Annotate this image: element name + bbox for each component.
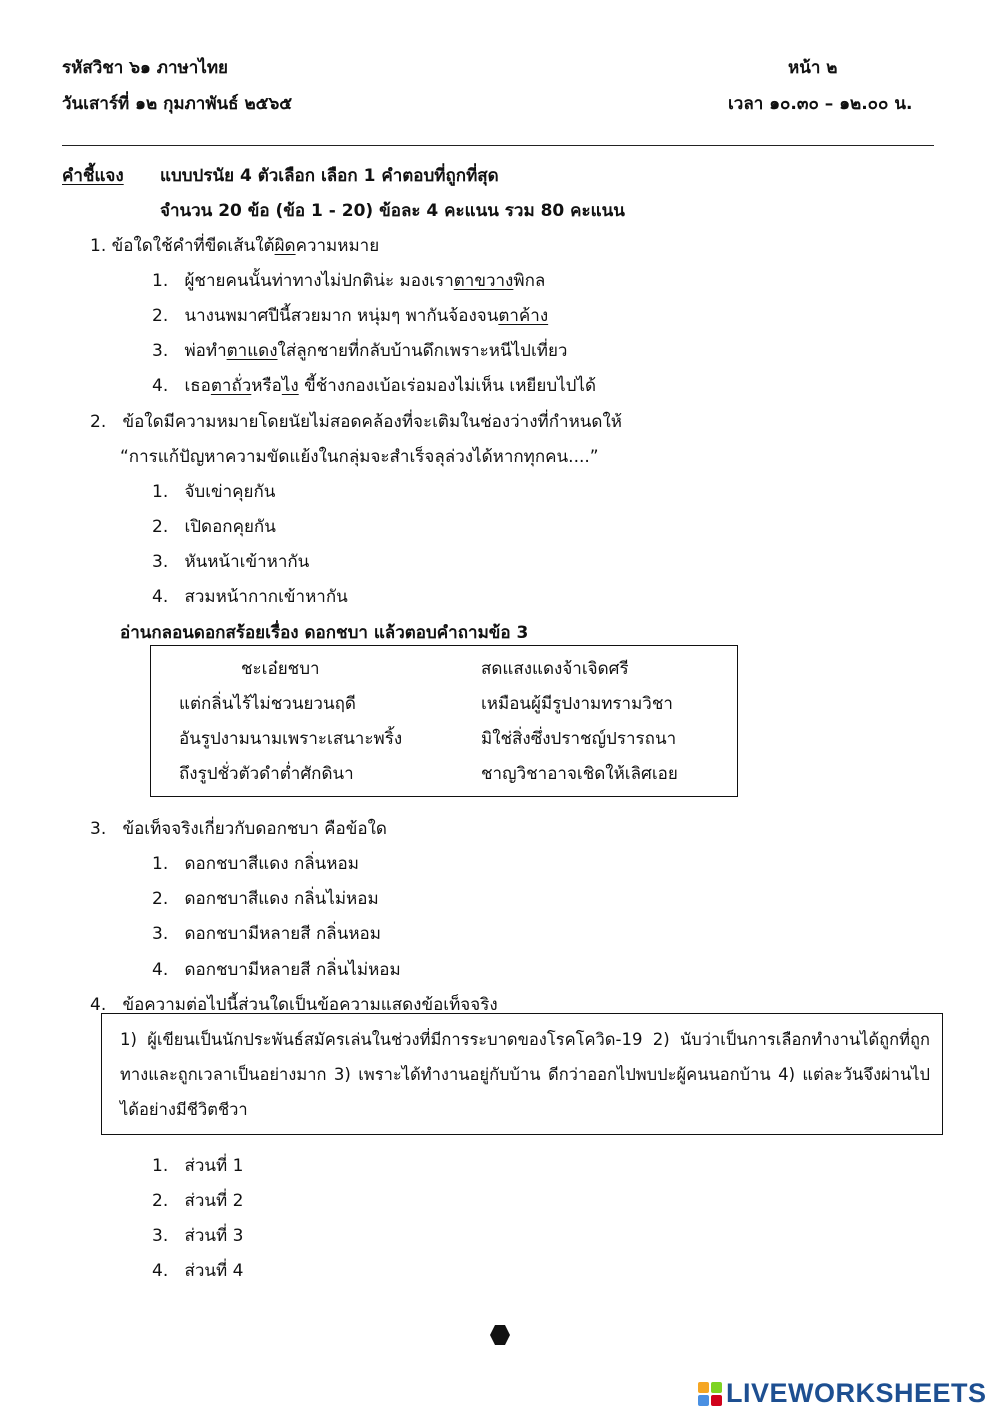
option-number: 2.: [152, 889, 169, 909]
option-text: ดอกชบาสีแดง กลิ่นหอม: [184, 854, 359, 874]
poem-line-4-right: ชาญวิชาอาจเชิดให้เลิศเอย: [481, 764, 678, 784]
option-text: ใส่ลูกชายที่กลับบ้านดึกเพราะหนีไปเที่ยว: [277, 341, 568, 361]
option-number: 4.: [152, 960, 169, 980]
subject-code: รหัสวิชา ๖๑ ภาษาไทย: [62, 58, 228, 78]
exam-date: วันเสาร์ที่ ๑๒ กุมภาพันธ์ ๒๕๖๕: [62, 94, 293, 114]
option-number: 4.: [152, 587, 169, 607]
question-number: 4.: [90, 995, 107, 1015]
question-3: [90, 815, 387, 842]
liveworksheets-logo-icon: [698, 1382, 722, 1406]
question-2: [90, 408, 622, 435]
option-number: 2.: [152, 517, 169, 537]
poem-line-3-right: มิใช่สิ่งซึ่งปราชญ์ปรารถนา: [481, 729, 677, 749]
option-number: 4.: [152, 1261, 169, 1281]
option-text: ผู้ชายคนนั้นท่าทางไม่ปกติน่ะ มองเรา: [184, 271, 454, 291]
option-number: 3.: [152, 552, 169, 572]
q4-option-2[interactable]: [152, 1187, 243, 1214]
poem-line-1-right: สดแสงแดงจ้าเจิดศรี: [481, 659, 629, 679]
option-text: เธอ: [184, 376, 211, 396]
passage-text: 1) ผู้เขียนเป็นนักประพันธ์สมัครเล่นในช่วงที่มีการระบาดของโรคโควิด-19 2) นับว่าเป็นการเลือกทำงานได้ถูกที่ถูกทางและถูกเวลาเป็นอย่างมาก 3) เพราะได้ทำงานอยู่กับบ้าน ดีกว่าออกไปพบปะผู้คนนอกบ้าน 4) แต่ละวันจึงผ่านไปได้อย่างมีชีวิตชีวา: [120, 1030, 930, 1119]
page-number: หน้า ๒: [788, 58, 838, 78]
q2-option-4[interactable]: [152, 583, 348, 610]
question-1-prefix: 1. ข้อใดใช้คำที่ขีดเส้นใต้: [90, 236, 275, 256]
option-text: พิกล: [513, 271, 546, 291]
poem-line-1-left: ชะเอ๋ยชบา: [241, 659, 320, 679]
option-number: 2.: [152, 1191, 169, 1211]
exam-time: เวลา ๑๐.๓๐ – ๑๒.๐๐ น.: [728, 94, 913, 114]
liveworksheets-watermark: [698, 1378, 987, 1409]
poem-line-3-left: อันรูปงามนามเพราะเสนาะพริ้ง: [179, 729, 403, 749]
question-text: ข้อเท็จจริงเกี่ยวกับดอกชบา คือข้อใด: [122, 819, 387, 839]
option-text: หันหน้าเข้าหากัน: [184, 552, 310, 572]
q3-option-2[interactable]: [152, 885, 379, 912]
option-underlined: ไง: [281, 376, 299, 396]
option-text: ส่วนที่ 4: [184, 1261, 244, 1281]
q1-option-3[interactable]: [152, 337, 567, 364]
option-text: ดอกชบาสีแดง กลิ่นไม่หอม: [184, 889, 379, 909]
option-underlined: ตาแดง: [226, 341, 278, 361]
question-text: ข้อความต่อไปนี้ส่วนใดเป็นข้อความแสดงข้อเท็จจริง: [122, 995, 498, 1015]
option-text: สวมหน้ากากเข้าหากัน: [184, 587, 348, 607]
logo-square: [711, 1395, 722, 1406]
q1-option-1[interactable]: [152, 267, 545, 294]
poem-heading: อ่านกลอนดอกสร้อยเรื่อง ดอกชบา แล้วตอบคำถามข้อ 3: [120, 623, 529, 643]
option-text: นางนพมาศปีนี้สวยมาก หนุ่มๆ พากันจ้องจน: [184, 306, 499, 326]
option-text: ดอกชบามีหลายสี กลิ่นไม่หอม: [184, 960, 401, 980]
option-underlined: ตาถั่ว: [210, 376, 252, 396]
option-text: ส่วนที่ 3: [184, 1226, 244, 1246]
q3-option-3[interactable]: [152, 920, 381, 947]
poem-line-4-left: ถึงรูปชั่วตัวดำต่ำศักดินา: [179, 764, 354, 784]
option-number: 1.: [152, 482, 169, 502]
option-number: 1.: [152, 854, 169, 874]
q2-option-3[interactable]: [152, 548, 309, 575]
option-number: 2.: [152, 306, 169, 326]
logo-square: [698, 1382, 709, 1393]
option-text: ส่วนที่ 1: [184, 1156, 244, 1176]
instructions-line-2: จำนวน 20 ข้อ (ข้อ 1 - 20) ข้อละ 4 คะแนน รวม 80 คะแนน: [160, 201, 625, 221]
option-text: จับเข่าคุยกัน: [184, 482, 276, 502]
poem-line-2-left: แต่กลิ่นไร้ไม่ชวนยวนฤดี: [179, 694, 356, 714]
question-1-underlined: ผิด: [274, 236, 296, 256]
liveworksheets-text: LIVEWORKSHEETS: [726, 1378, 987, 1408]
question-number: 3.: [90, 819, 107, 839]
poem-line-2-right: เหมือนผู้มีรูปงามทรามวิชา: [481, 694, 673, 714]
option-number: 3.: [152, 1226, 169, 1246]
q1-option-2[interactable]: [152, 302, 548, 329]
question-1: [90, 232, 379, 259]
q4-option-4[interactable]: [152, 1257, 243, 1284]
instructions-line-1: แบบปรนัย 4 ตัวเลือก เลือก 1 คำตอบที่ถูกที่สุด: [160, 166, 499, 186]
logo-square: [698, 1395, 709, 1406]
header-divider: [62, 145, 934, 146]
logo-square: [711, 1382, 722, 1393]
q3-option-1[interactable]: [152, 850, 359, 877]
question-number: 2.: [90, 412, 107, 432]
q1-option-4[interactable]: [152, 372, 596, 399]
option-text: หรือ: [251, 376, 282, 396]
q2-option-1[interactable]: [152, 478, 275, 505]
option-number: 1.: [152, 271, 169, 291]
option-underlined: ตาค้าง: [498, 306, 549, 326]
hexagon-icon: [490, 1325, 510, 1345]
question-1-suffix: ความหมาย: [295, 236, 380, 256]
option-text: ดอกชบามีหลายสี กลิ่นหอม: [184, 924, 381, 944]
q4-option-1[interactable]: [152, 1152, 243, 1179]
option-text: ขี้ช้างกองเบ้อเร่อมองไม่เห็น เหยียบไปได้: [298, 376, 597, 396]
option-number: 3.: [152, 341, 169, 361]
q3-option-4[interactable]: [152, 956, 401, 983]
option-text: เปิดอกคุยกัน: [184, 517, 276, 537]
option-text: พ่อทำ: [184, 341, 227, 361]
option-number: 3.: [152, 924, 169, 944]
question-text: ข้อใดมีความหมายโดยนัยไม่สอดคล้องที่จะเติมในช่องว่างที่กำหนดให้: [122, 412, 622, 432]
q2-option-2[interactable]: [152, 513, 276, 540]
question-2-quote: “การแก้ปัญหาความขัดแย้งในกลุ่มจะสำเร็จลุล่วงได้หากทุกคน....”: [120, 447, 599, 467]
option-number: 1.: [152, 1156, 169, 1176]
option-number: 4.: [152, 376, 169, 396]
q4-option-3[interactable]: [152, 1222, 243, 1249]
poem-box: [150, 645, 738, 797]
option-text: ส่วนที่ 2: [184, 1191, 244, 1211]
option-underlined: ตาขวาง: [453, 271, 514, 291]
instructions-label: คำชี้แจง: [62, 166, 124, 186]
